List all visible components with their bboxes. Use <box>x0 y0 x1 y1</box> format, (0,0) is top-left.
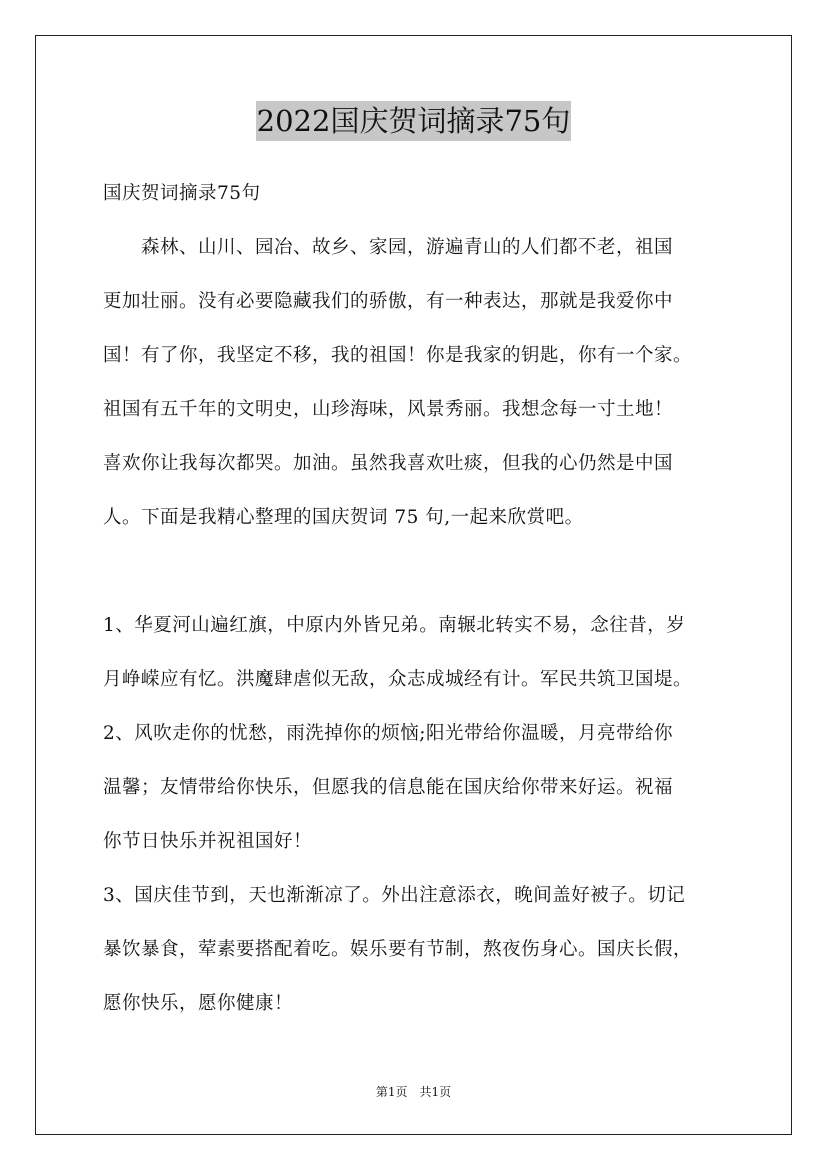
intro-line-4: 祖国有五千年的文明史，山珍海味，风景秀丽。我想念每一寸土地！ <box>103 399 674 420</box>
intro-line-6: 人。下面是我精心整理的国庆贺词 75 句,一起来欣赏吧。 <box>103 507 584 528</box>
item-line-8: 愿你快乐，愿你健康！ <box>103 993 294 1014</box>
item-line-7: 暴饮暴食，荤素要搭配着吃。娱乐要有节制，熬夜伤身心。国庆长假， <box>103 939 693 960</box>
intro-line-3: 国！有了你，我坚定不移，我的祖国！你是我家的钥匙，你有一个家。 <box>103 345 693 366</box>
intro-line-1: 森林、山川、园冶、故乡、家园，游遍青山的人们都不老，祖国 <box>103 237 674 258</box>
item-line-5: 你节日快乐并祝祖国好！ <box>103 831 313 852</box>
page-footer: 第1页 共1页 <box>375 1085 452 1099</box>
item-line-4: 温馨；友情带给你快乐，但愿我的信息能在国庆给你带来好运。祝福 <box>103 777 674 798</box>
intro-line-2: 更加壮丽。没有必要隐藏我们的骄傲，有一种表达，那就是我爱你中 <box>103 291 674 312</box>
document-title-wrap <box>0 101 827 141</box>
intro-line-5: 喜欢你让我每次都哭。加油。虽然我喜欢吐痰，但我的心仍然是中国 <box>103 453 674 474</box>
item-line-2: 月峥嵘应有忆。洪魔肆虐似无敌，众志成城经有计。军民共筑卫国堤。 <box>103 669 693 690</box>
subtitle: 国庆贺词摘录75句 <box>103 183 261 204</box>
item-line-1: 1、华夏河山遍红旗，中原内外皆兄弟。南辗北转实不易，念往昔，岁 <box>103 615 686 636</box>
document-title: 2022国庆贺词摘录75句 <box>256 101 572 141</box>
item-line-3: 2、风吹走你的忧愁，雨洗掉你的烦恼;阳光带给你温暖，月亮带给你 <box>103 723 674 744</box>
item-line-6: 3、国庆佳节到，天也渐渐凉了。外出注意添衣，晚间盖好被子。切记 <box>103 885 686 906</box>
